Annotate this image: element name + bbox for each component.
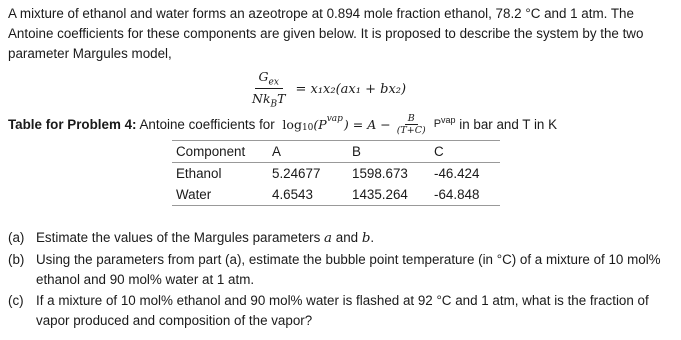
pvap-symbol: P <box>433 118 442 130</box>
variable-a: a <box>324 231 333 246</box>
table-caption <box>8 112 557 136</box>
header-b: B <box>352 144 361 159</box>
pvap-superscript: vap <box>441 115 456 125</box>
units-text: in bar and T in K <box>455 116 558 132</box>
antoine-fraction-denominator: (T+C) <box>396 124 426 136</box>
cell-b: 1598.673 <box>352 166 408 181</box>
table-row <box>172 184 500 206</box>
pressure-symbol: (P <box>313 116 327 132</box>
table-row <box>172 163 500 185</box>
cell-a: 5.24677 <box>272 166 321 181</box>
question-text-part: Estimate the values of the Margules parameters <box>36 230 325 245</box>
question-text <box>36 228 680 250</box>
question-item <box>8 250 680 291</box>
cell-c: -64.848 <box>434 187 480 202</box>
cell-component: Water <box>176 187 212 202</box>
antoine-fraction <box>394 113 429 136</box>
header-a: A <box>272 144 281 159</box>
denominator-end: T <box>277 91 286 106</box>
table-header-row <box>172 141 500 163</box>
cell-a: 4.6543 <box>272 187 313 202</box>
table-caption-label: Table for Problem 4: <box>8 116 137 132</box>
cell-c: -46.424 <box>434 166 480 181</box>
gex-fraction <box>248 69 289 110</box>
question-text: If a mixture of 10 mol% ethanol and 90 mol% water is flashed at 92 °C and 1 atm, what is the fraction of vapor produced and composition of the vapor? <box>36 292 649 328</box>
denominator-symbol: Nk <box>252 91 271 106</box>
log-symbol: log <box>282 116 302 132</box>
cell-b: 1435.264 <box>352 187 408 202</box>
question-text: Using the parameters from part (a), estimate the bubble point temperature (in °C) of a mixture of 10 mol% ethanol and 90 mol% water at 1 atm. <box>36 251 661 287</box>
log-subscript: 10 <box>301 123 314 133</box>
denominator-subscript: B <box>270 99 278 110</box>
antoine-equation <box>282 113 431 136</box>
antoine-fraction-numerator: B <box>405 113 418 125</box>
antoine-rhs: ) = A − <box>343 116 391 132</box>
table-caption-text: Antoine coefficients for <box>136 116 279 132</box>
numerator-symbol: G <box>258 68 269 84</box>
fraction-denominator <box>248 89 289 110</box>
equation-rhs: = x₁x₂(ax₁ + bx₂) <box>295 81 407 97</box>
question-text-part: and <box>332 230 362 245</box>
antoine-table <box>172 140 500 206</box>
margules-equation <box>248 64 406 114</box>
intro-paragraph: A mixture of ethanol and water forms an azeotrope at 0.894 mole fraction ethanol, 78.2 °C and 1 atm. The Antoine coefficients for these components are given below. It is proposed to describe the system by the two parameter Margules model, <box>8 6 644 61</box>
question-text-part: . <box>370 230 375 245</box>
question-list <box>8 228 680 332</box>
question-label: (b) <box>8 251 25 267</box>
question-item <box>8 291 680 332</box>
header-component: Component <box>176 144 246 159</box>
question-item <box>8 228 680 250</box>
header-c: C <box>434 144 444 159</box>
numerator-subscript: ex <box>268 77 279 87</box>
pressure-superscript: vap <box>326 114 343 124</box>
question-label: (a) <box>8 230 25 245</box>
question-label: (c) <box>8 292 24 308</box>
fraction-numerator <box>255 69 283 90</box>
variable-b: b <box>361 231 371 246</box>
cell-component: Ethanol <box>176 166 222 181</box>
